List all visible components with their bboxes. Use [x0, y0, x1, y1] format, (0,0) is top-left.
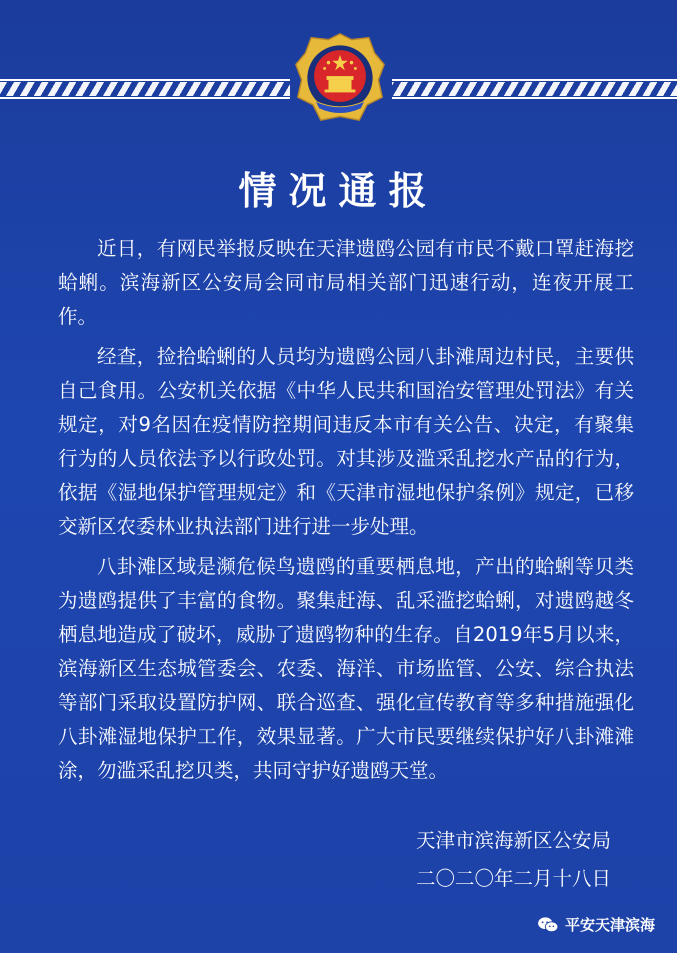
band-line-bottom-left [0, 97, 290, 99]
paragraph: 经查，捡拾蛤蜊的人员均为遗鸥公园八卦滩周边村民，主要供自己食用。公安机关依据《中华人民共和国治安管理处罚法》有关规定，对9名因在疫情防控期间违反本市有关公告、决定，有聚集行为的人员依法予以行政处罚。对其涉及滥采乱挖水产品的行为，依据《湿地保护管理规定》和《天津市湿地保护条例》规定，已移交新区农委林业执法部门进行进一步处理。 [58, 345, 634, 538]
decorative-band-left [0, 82, 290, 96]
band-line-bottom-right [392, 97, 677, 99]
watermark-text: 平安天津滨海 [564, 916, 655, 934]
paragraph: 八卦滩区域是濒危候鸟遗鸥的重要栖息地，产出的蛤蜊等贝类为遗鸥提供了丰富的食物。聚集赶海、乱采滥挖蛤蜊，对遗鸥越冬栖息地造成了破坏，威胁了遗鸥物种的生存。自2019年5月以来，滨海新区生态城管委会、农委、海洋、市场监管、公安、综合执法等部门采取设置防护网、联合巡查、强化宣传教育等多种措施强化八卦滩湿地保护工作，效果显著。广大市民要继续保护好八卦滩滩涂，勿滥采乱挖贝类，共同守护好遗鸥天堂。 [58, 555, 634, 782]
wechat-icon [537, 916, 559, 934]
paragraph: 近日，有网民举报反映在天津遗鸥公园有市民不戴口罩赶海挖蛤蜊。滨海新区公安局会同市局相关部门迅速行动，连夜开展工作。 [58, 237, 634, 328]
police-emblem-icon [292, 30, 388, 126]
band-line-top-right [392, 79, 677, 81]
signature-org: 天津市滨海新区公安局 [415, 829, 611, 852]
notice-body [58, 232, 634, 794]
page-title: 情况通报 [238, 169, 439, 213]
signature-date: 二〇二〇年二月十八日 [415, 867, 611, 890]
wechat-watermark [537, 914, 655, 935]
decorative-band-right [392, 82, 677, 96]
band-line-top-left [0, 79, 290, 81]
signature-block [416, 822, 611, 898]
